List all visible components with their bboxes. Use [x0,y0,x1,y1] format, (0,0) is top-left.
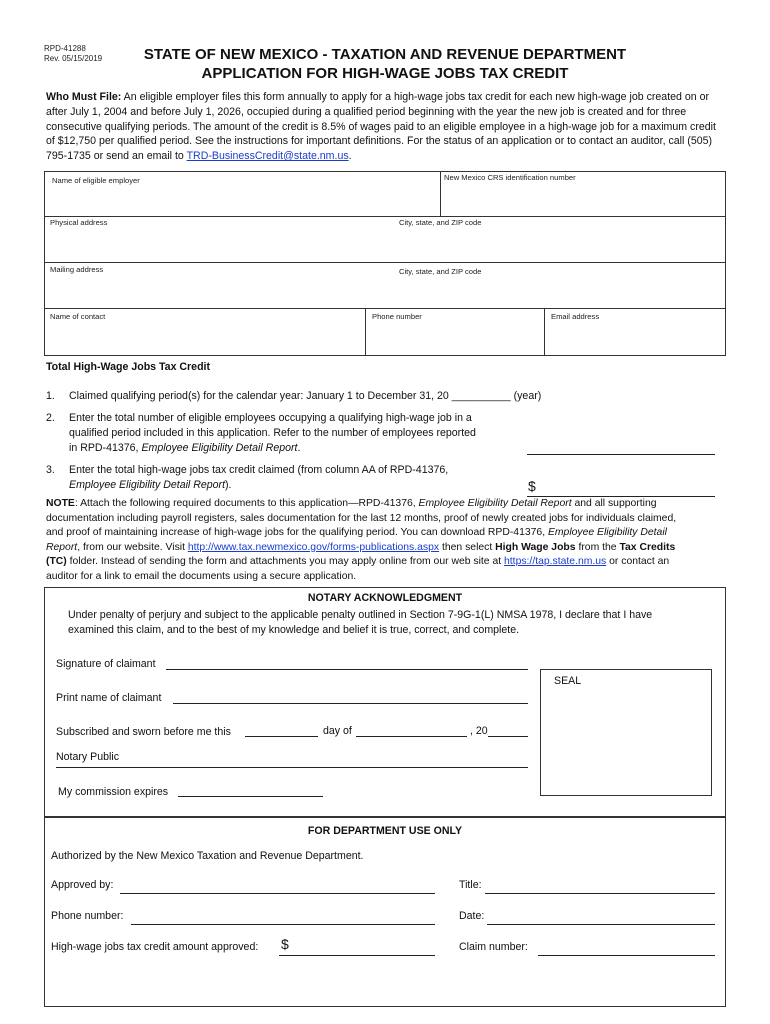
revision-date: Rev. 05/15/2019 [44,54,103,63]
print-name-line[interactable] [173,703,528,704]
notary-public-line[interactable] [56,767,528,768]
note-paragraph [46,497,728,585]
city-state-zip-field-1[interactable] [396,230,725,261]
phone-label: Phone number [372,312,422,321]
amount-approved-line[interactable] [279,955,435,956]
divider [44,262,726,263]
amount-approved-label: High-wage jobs tax credit amount approved: [51,941,259,953]
approved-by-label: Approved by: [51,879,114,891]
note-line-5b: folder. Instead of sending the form and attachments you may apply online from our web site at [66,556,505,568]
day-line[interactable] [245,736,318,737]
note-line-3b: Employee Eligibility Detail [547,527,667,539]
signature-line[interactable] [166,669,528,670]
claim-number-line[interactable] [538,955,715,956]
forms-publications-link[interactable]: http://www.tax.newmexico.gov/forms-publications.aspx [187,541,440,553]
credit-dollar-sign: $ [528,478,536,494]
city-state-zip-field-2[interactable] [396,278,725,307]
divider [44,216,726,217]
physical-address-label: Physical address [50,218,108,227]
crs-id-field[interactable] [441,184,725,215]
email-field[interactable] [545,323,725,355]
employee-count-line [527,454,715,455]
year-prefix-label: , 20 [470,725,488,737]
physical-address-field[interactable] [45,230,395,261]
notary-declaration-line-1: Under penalty of perjury and subject to the applicable penalty outlined in Section 7-9G-1(L) NMSA 1978, I declare that I have [68,609,653,621]
month-line[interactable] [356,736,467,737]
item-3-line-2 [69,478,519,493]
employer-name-label: Name of eligible employer [52,176,140,185]
note-line-5 [46,555,728,570]
note-line-4e: from the [575,541,620,553]
email-label: Email address [551,312,600,321]
mailing-address-label: Mailing address [50,265,104,274]
note-line-5a: (TC) [46,556,67,568]
crs-id-label: New Mexico CRS identification number [444,173,576,182]
item-1-number: 1. [46,390,55,402]
notary-heading: NOTARY ACKNOWLEDGMENT [307,592,463,604]
commission-line[interactable] [178,796,323,797]
city-state-zip-label-2: City, state, and ZIP code [399,267,482,276]
notary-declaration-line-2: examined this claim, and to the best of my knowledge and belief it is true, correct, and complete. [68,624,520,636]
note-line-1c: Employee Eligibility Detail Report [418,498,572,509]
item-2-number: 2. [46,412,55,424]
form-number: RPD-41288 [44,44,86,53]
dept-phone-label: Phone number: [51,910,124,922]
note-line-4d: High Wage Jobs [495,541,576,553]
authorized-text: Authorized by the New Mexico Taxation and Revenue Department. [51,850,364,862]
item-2-line-3 [69,441,519,456]
city-state-zip-label-1: City, state, and ZIP code [399,218,482,227]
employer-name-field[interactable] [45,186,439,215]
email-link[interactable]: TRD-BusinessCredit@state.nm.us [186,150,349,163]
subscribed-label: Subscribed and sworn before me this [56,726,231,738]
tap-link[interactable]: https://tap.state.nm.us [504,556,607,568]
who-must-file-paragraph [46,90,726,164]
item-2-line-3c: . [297,442,301,454]
note-line-4c: then select [439,541,496,553]
item-3-text [69,463,519,493]
department-box [44,817,726,1007]
note-line-3 [46,526,728,541]
item-2-line-3a: in RPD-41376, [69,442,142,454]
title-line[interactable] [485,893,715,894]
print-name-label: Print name of claimant [56,692,162,704]
claim-number-label: Claim number: [459,941,528,953]
contact-name-field[interactable] [45,323,364,355]
note-line-3a: and proof of maintaining increase of high-wage jobs for the qualifying period. You can download RPD-41376, [46,527,548,539]
divider [44,308,726,309]
dept-phone-line[interactable] [131,924,435,925]
note-line-4b: , from our website. Visit [77,541,188,553]
date-label: Date: [459,910,485,922]
who-must-file-text: An eligible employer files this form annually to apply for a high-wage jobs tax credit for each new high-wage job created on or after July 1, 2004 and before July 1, 2026, occupied during a qualified period beginning with the year the new job is created and for three consecutive qualifying periods. The amount of the credit is 8.5% of wages paid to an eligible employee in a high-wage job for a maximum credit of $12,750 per qualified period. See the instructions for important definitions. For the status of an application or to contact an auditor, call (505) 795-1735 or send an email to [46,91,716,163]
note-line-1d: and all supporting [571,498,657,509]
note-line-4 [46,541,728,556]
note-line-1 [46,497,728,512]
mailing-address-field[interactable] [45,276,395,307]
who-must-file-end: . [348,150,352,163]
item-2-line-3b: Employee Eligibility Detail Report [141,442,298,454]
amount-dollar-sign: $ [281,936,289,952]
item-2-text [69,411,519,456]
item-3-line-1: Enter the total high-wage jobs tax credit claimed (from column AA of RPD-41376, [69,464,449,476]
item-3-line-2b: ). [225,479,232,491]
note-line-5c: or contact an [606,556,670,568]
day-of-label: day of [323,725,352,737]
notary-declaration [68,608,652,638]
form-title: APPLICATION FOR HIGH-WAGE JOBS TAX CREDIT [201,65,569,82]
item-3-line-2a: Employee Eligibility Detail Report [69,479,226,491]
note-line-6: auditor for a link to email the documents using a secure application. [46,570,357,582]
signature-label: Signature of claimant [56,658,156,670]
item-1-text: Claimed qualifying period(s) for the calendar year: January 1 to December 31, 20 __________ (year) [69,390,542,402]
seal-box [540,669,712,796]
approved-by-line[interactable] [120,893,435,894]
credit-amount-input[interactable] [540,478,715,496]
year-line[interactable] [488,736,528,737]
who-must-file-label: Who Must File: [46,91,122,103]
contact-name-label: Name of contact [50,312,106,321]
phone-field[interactable] [366,323,543,355]
title-label: Title: [459,879,482,891]
department-heading: FOR DEPARTMENT USE ONLY [307,825,463,837]
note-line-1b: : Attach the following required documents to this application—RPD-41376, [74,498,419,509]
note-line-2: documentation including payroll registers, sales documentation for the last 12 months, proof of newly created jobs for individuals claimed, [46,512,677,524]
notary-public-label: Notary Public [56,751,119,763]
credit-heading: Total High-Wage Jobs Tax Credit [46,361,211,373]
commission-label: My commission expires [58,786,169,798]
item-2-line-1: Enter the total number of eligible employees occupying a qualifying high-wage job in a [69,412,472,424]
employee-count-input[interactable] [527,436,715,454]
note-line-4f: Tax Credits [619,541,676,553]
item-3-number: 3. [46,464,55,476]
seal-label: SEAL [554,675,582,687]
note-line-4a: Report [46,541,78,553]
date-line[interactable] [487,924,715,925]
note-label: NOTE [46,498,75,509]
agency-title: STATE OF NEW MEXICO - TAXATION AND REVENUE DEPARTMENT [143,46,627,63]
item-2-line-2: qualified period included in this application. Refer to the number of employees reported [69,427,476,439]
